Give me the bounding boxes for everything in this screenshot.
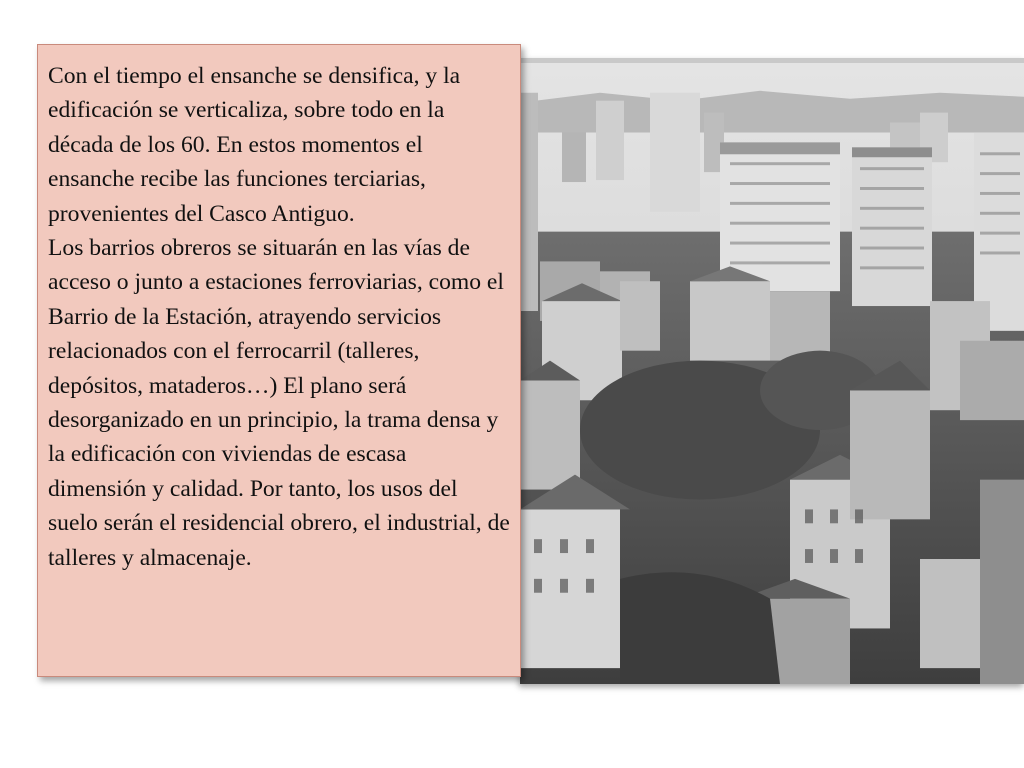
- text-panel: [37, 44, 521, 677]
- city-photograph-illustration: [520, 63, 1024, 684]
- paragraph-barrios-obreros: Los barrios obreros se situarán en las vías de acceso o junto a estaciones ferroviarias, como el Barrio de la Estación, atrayendo servicios relacionados con el ferrocarril (talleres, depósitos, mataderos…) El plano será desorganizado en un principio, la trama densa y la edificación con viviendas de escasa dimensión y calidad. Por tanto, los usos del suelo serán el residencial obrero, el industrial, de talleres y almacenaje.: [48, 235, 510, 571]
- paragraph-ensanche: Con el tiempo el ensanche se densifica, y la edificación se verticaliza, sobre todo en la década de los 60. En estos momentos el ensanche recibe las funciones terciarias, provenientes del Casco Antiguo.: [48, 63, 461, 227]
- city-photograph: [520, 58, 1024, 684]
